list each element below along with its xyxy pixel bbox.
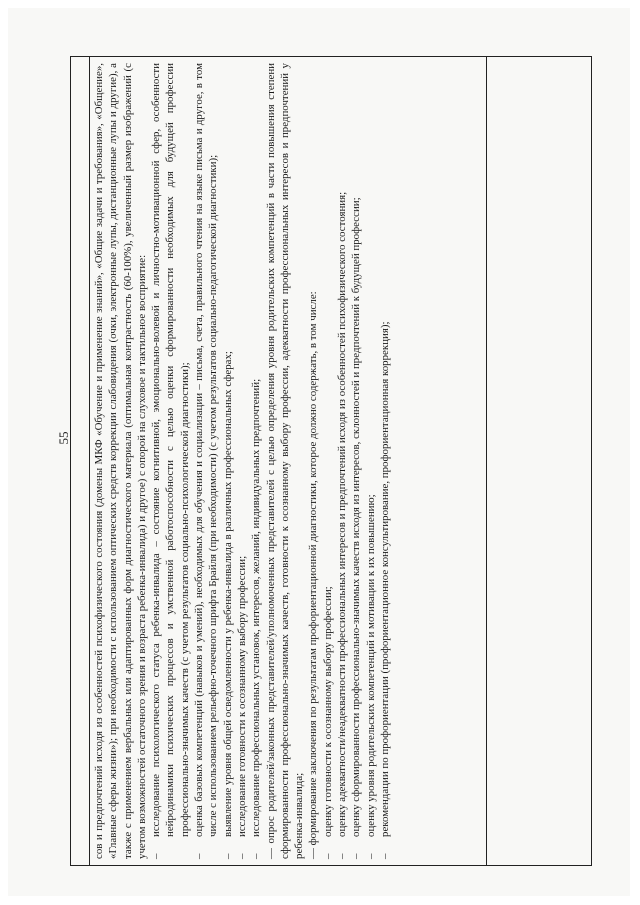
sub-list-item bbox=[378, 63, 392, 859]
list-item-text: рекомендации по профориентации (профориентационное консультирование, профориентационная коррекция); bbox=[378, 321, 391, 837]
scanned-page bbox=[8, 8, 630, 896]
list-dash: – bbox=[378, 853, 391, 859]
list-item bbox=[221, 63, 235, 859]
list-item-text: оценку адекватности/неадекватности профессиональных интересов и предпочтений исходя из особенностей психофизического состояния; bbox=[336, 191, 349, 837]
list-item bbox=[235, 63, 249, 859]
table bbox=[70, 56, 592, 866]
list-dash: – bbox=[321, 853, 334, 859]
sub-list-item bbox=[321, 63, 335, 859]
opros-dash: — bbox=[264, 848, 277, 859]
table-empty-row-bottom bbox=[487, 57, 591, 865]
rotated-content bbox=[70, 56, 592, 866]
list-item-text: оценка базовых компетенций (навыков и умений), необходимых для обучения и социализации – письма, счета, правильного чтения на языке письма и другое, в том числе с использованием рельефно-точечного шрифта Брайля (при необходимости) (с учетом результатов социально-педагогической диагностики); bbox=[193, 63, 220, 837]
sub-list-item bbox=[349, 63, 363, 859]
list-dash: – bbox=[235, 853, 248, 859]
table-empty-row-top bbox=[71, 57, 90, 865]
list-item-text: исследование психологического статуса ребенка-инвалида – состояние когнитивной, эмоционально-волевой и личностно-мотивационной сфер, особенности нейродинамики психических процессов и умственной работоспособности с целью оценки сформированности необходимых для будущей профессии профессионально-значимых качеств (с учетом результатов социально-психологической диагностики); bbox=[150, 63, 191, 837]
sub-list-item bbox=[335, 63, 349, 859]
list-item-text: оценку сформированности профессионально-значимых качеств исходя из интересов, склонностей и предпочтений к будущей профессии; bbox=[350, 197, 363, 837]
list-dash: – bbox=[336, 853, 349, 859]
list-item-text: исследование готовности к осознанному выбору профессии; bbox=[235, 555, 248, 837]
list-item-text: оценку готовности к осознанному выбору профессии; bbox=[321, 586, 334, 837]
list-dash: – bbox=[350, 853, 363, 859]
list-item-text: исследование профессиональных установок, интересов, желаний, индивидуальных предпочтений; bbox=[250, 378, 263, 837]
zakl-text: формирование заключения по результатам профориентационной диагностики, которое должно содержать, в том числе: bbox=[307, 291, 320, 846]
list-dash: – bbox=[221, 853, 234, 859]
list-item bbox=[192, 63, 221, 859]
list-dash: – bbox=[250, 853, 263, 859]
list-item bbox=[249, 63, 263, 859]
zakl-dash: — bbox=[307, 848, 320, 859]
table-text-cell bbox=[90, 57, 487, 865]
zakl-paragraph bbox=[306, 63, 320, 859]
page-number: 55 bbox=[56, 431, 71, 445]
list-dash: – bbox=[193, 853, 206, 859]
list-dash: – bbox=[364, 853, 377, 859]
list-item bbox=[149, 63, 192, 859]
intro-paragraph: сов и предпочтений исходя из особенностей психофизического состояния (домены МКФ «Обучение и применение знаний», «Общие задачи и требования», «Общение», «Главные сферы жизни»); при необходимости с использованием оптических средств коррекции слабовидения (очки, электронные лупы, дистанционные лупы и другие), а также с применением вербальных или адаптированных форм диагностического материала (оптимальная контрастность (60-100%), увеличенный размер изображений (с учетом возможностей остаточного зрения и возраста ребенка-инвалида) и другое) с опорой на слуховое и тактильное восприятие: bbox=[93, 63, 148, 859]
list-item-text: оценку уровня родительских компетенций и мотивации к их повышению; bbox=[364, 494, 377, 837]
list-item-text: выявление уровня общей осведомленности у ребенка-инвалида в различных профессиональных сферах; bbox=[221, 351, 234, 837]
opros-text: опрос родителей/законных представителей/уполномоченных представителей с целью определения уровня родительских компетенций в части повышения степени сформированности профессионально-значимых качеств, готовности к осознанному выбору профессии, адекватности профессиональных интересов и предпочтений у ребенка-инвалида; bbox=[264, 63, 306, 859]
list-dash: – bbox=[150, 853, 163, 859]
sub-list-item bbox=[364, 63, 378, 859]
opros-paragraph bbox=[264, 63, 307, 859]
